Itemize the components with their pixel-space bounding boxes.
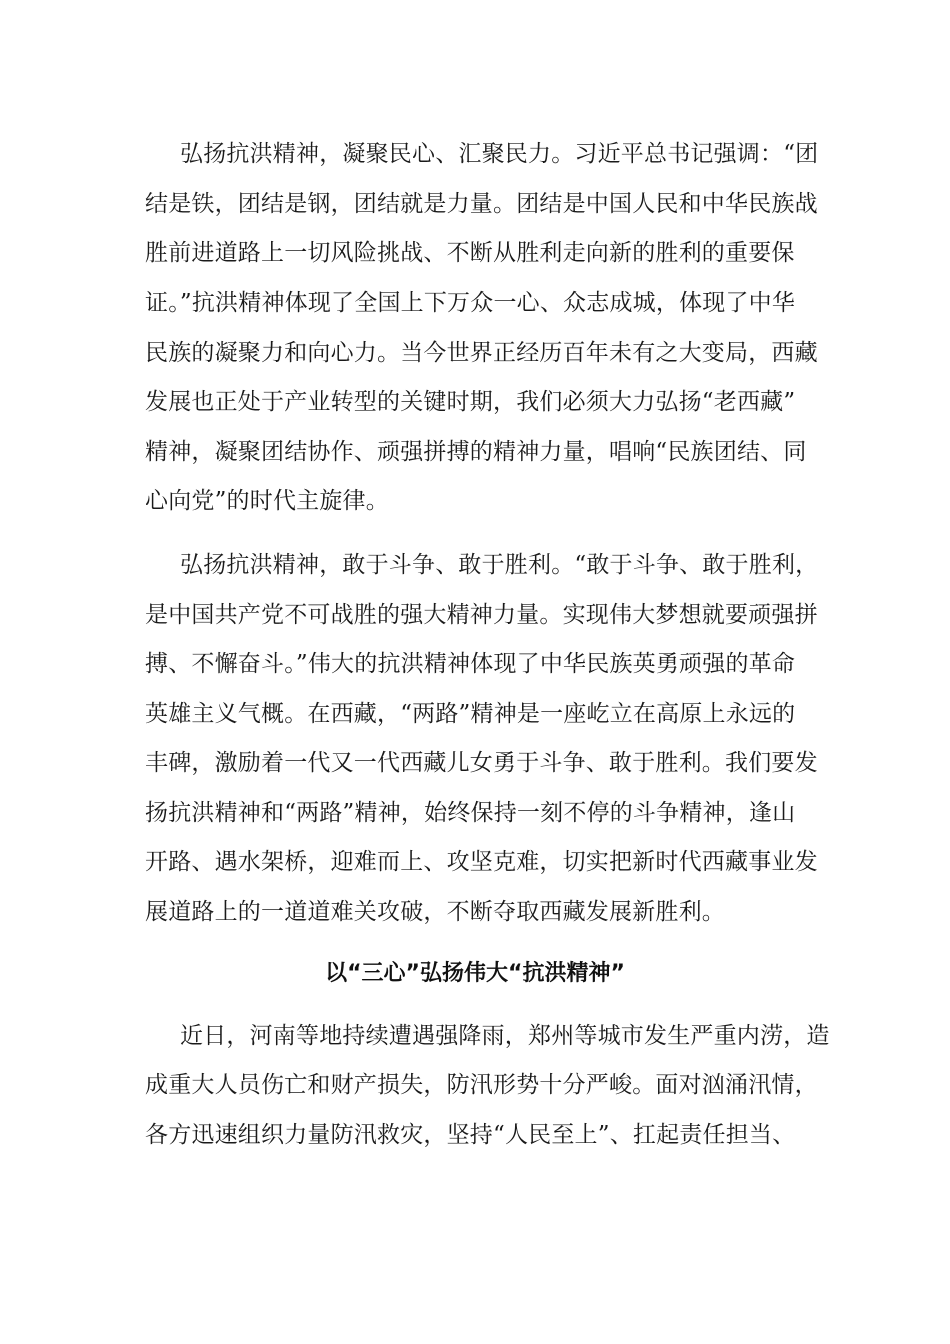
paragraph-line: 扬抗洪精神和“两路”精神，始终保持一刻不停的斗争精神，逢山 xyxy=(145,800,796,826)
paragraph-line: 精神，凝聚团结协作、顽强拼搏的精神力量，唱响“民族团结、同 xyxy=(145,439,807,465)
paragraph-line: 近日，河南等地持续遭遇强降雨，郑州等城市发生严重内涝，造 xyxy=(180,1023,830,1049)
paragraph-line: 弘扬抗洪精神，凝聚民心、汇聚民力。习近平总书记强调：“团 xyxy=(180,141,819,167)
paragraph-line: 民族的凝聚力和向心力。当今世界正经历百年未有之大变局，西藏 xyxy=(145,340,818,366)
paragraph-line: 搏、不懈奋斗。”伟大的抗洪精神体现了中华民族英勇顽强的革命 xyxy=(145,651,796,677)
paragraph-line: 是中国共产党不可战胜的强大精神力量。实现伟大梦想就要顽强拼 xyxy=(145,602,818,628)
paragraph-line: 结是铁，团结是钢，团结就是力量。团结是中国人民和中华民族战 xyxy=(145,191,818,217)
paragraph-line: 各方迅速组织力量防汛救灾，坚持“人民至上”、扛起责任担当、 xyxy=(145,1122,796,1148)
paragraph-line: 心向党”的时代主旋律。 xyxy=(145,488,389,514)
section-heading: 以“三心”弘扬伟大“抗洪精神” xyxy=(325,961,625,986)
paragraph-line: 成重大人员伤亡和财产损失，防汛形势十分严峻。面对汹涌汛情， xyxy=(145,1072,818,1098)
paragraph-line: 丰碑，激励着一代又一代西藏儿女勇于斗争、敢于胜利。我们要发 xyxy=(145,750,818,776)
paragraph-line: 英雄主义气概。在西藏，“两路”精神是一座屹立在高原上永远的 xyxy=(145,701,796,727)
paragraph-line: 发展也正处于产业转型的关键时期，我们必须大力弘扬“老西藏” xyxy=(145,389,796,415)
paragraph-line: 展道路上的一道道难关攻破，不断夺取西藏发展新胜利。 xyxy=(145,899,725,925)
paragraph-line: 胜前进道路上一切风险挑战、不断从胜利走向新的胜利的重要保 xyxy=(145,240,795,266)
paragraph-line: 证。”抗洪精神体现了全国上下万众一心、众志成城，体现了中华 xyxy=(145,290,796,316)
paragraph-line: 弘扬抗洪精神，敢于斗争、敢于胜利。“敢于斗争、敢于胜利， xyxy=(180,552,819,578)
paragraph-line: 开路、遇水架桥，迎难而上、攻坚克难，切实把新时代西藏事业发 xyxy=(145,849,818,875)
